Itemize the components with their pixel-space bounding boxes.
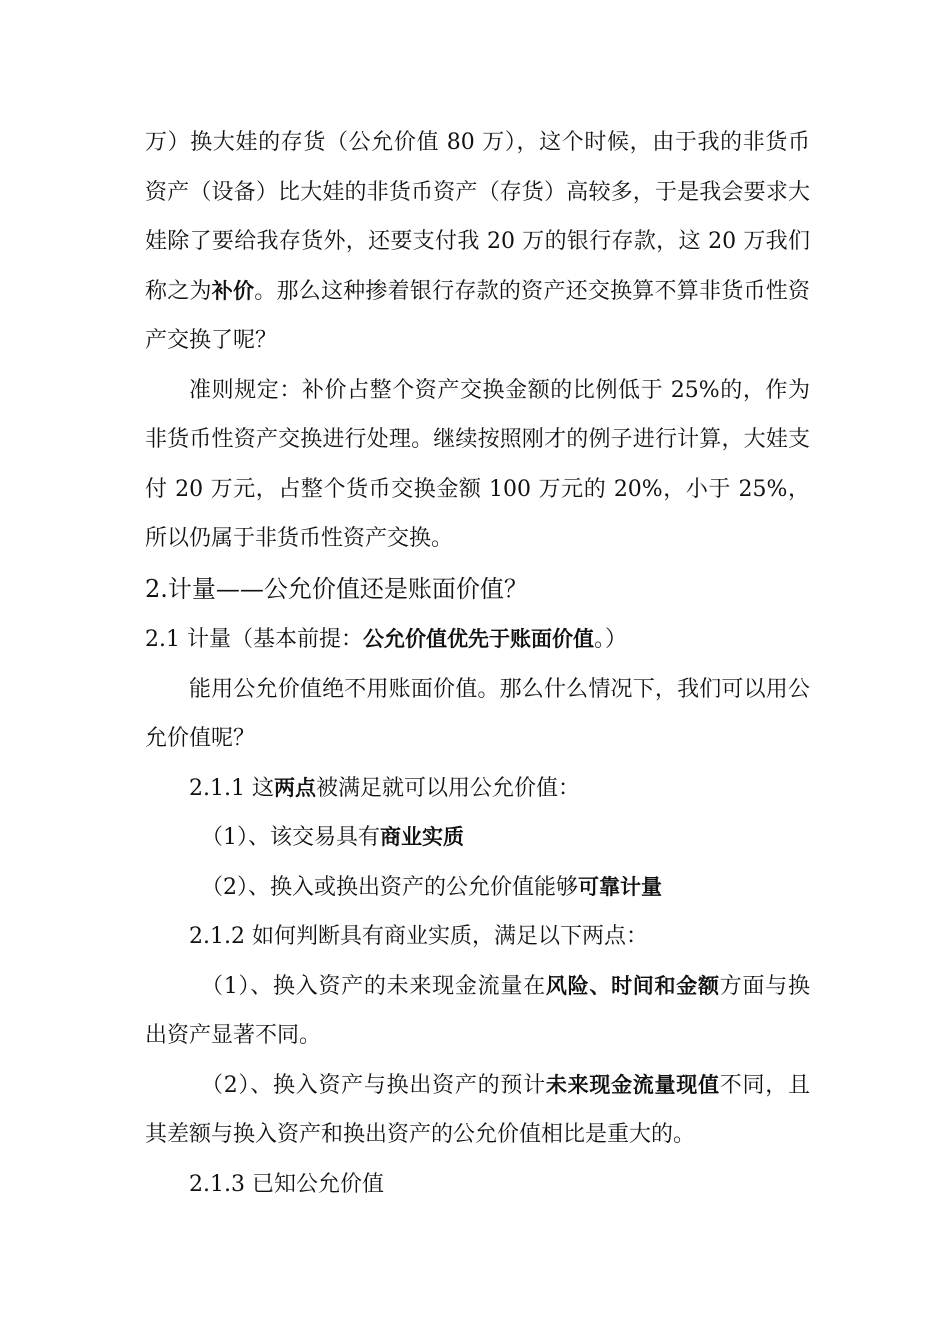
subsection-2-1-3: 2.1.3 已知公允价值 [189,1171,384,1197]
text-run: 万）换大娃的存货（公允价值 80 万），这个时候，由于我的非货币资产（设备）比大娃的非货币资产（存货）高较多，于是我会要求大娃除了要给我存货外，还要支付我 20 万的银行存款，这 20 万我们称之为 [145,130,810,304]
document-page [145,118,810,1209]
subsection-2-1-1 [145,764,810,814]
list-item-2-1-2-2 [145,1061,810,1160]
paragraph-rule: 准则规定：补价占整个资产交换金额的比例低于 25%的，作为非货币性资产交换进行处理。继续按照刚才的例子进行计算，大娃支付 20 万元，占整个货币交换金额 100 万元的 20%，小于 25%，所以仍属于非货币性资产交换。 [145,377,810,551]
text-run: 不同，且其差额与换入资产和换出资产的公允价值相比是重大的。 [145,1072,810,1147]
bold-two-points: 两点 [273,775,316,800]
text-run: （1）、该交易具有 [201,825,380,850]
text-run: （2）、换入或换出资产的公允价值能够 [201,874,578,900]
bold-reliable-measure: 可靠计量 [578,874,662,899]
text-run: （2）、换入资产与换出资产的预计 [201,1072,546,1098]
subsection-heading-2-1 [145,614,810,665]
text-run: 2.1.1 这 [189,775,274,801]
paragraph-exchange-example [145,118,810,366]
bold-term-bujia: 补价 [211,278,255,303]
bold-risk-time-amount: 风险、时间和金额 [545,973,720,998]
list-item-2-1-1-2 [145,863,810,913]
text-run: 2.1 计量（基本前提： [145,626,363,652]
list-item-2-1-1-1 [145,813,810,863]
text-run: 。） [593,626,627,652]
section-heading-measurement: 2.计量——公允价值还是账面价值？ [145,574,528,603]
text-run: 方面与换出资产显著不同。 [145,973,810,1048]
text-run: 。那么这种掺着银行存款的资产还交换算不算非货币性资产交换了呢？ [145,278,810,353]
bold-premise: 公允价值优先于账面价值 [362,626,594,651]
bold-pv-future-cash: 未来现金流量现值 [545,1072,720,1097]
list-item-2-1-2-1 [145,962,810,1061]
paragraph-fair-value-intro: 能用公允价值绝不用账面价值。那么什么情况下，我们可以用公允价值呢？ [145,676,810,751]
subsection-2-1-2: 2.1.2 如何判断具有商业实质，满足以下两点： [189,924,648,949]
text-run: （1）、换入资产的未来现金流量在 [201,973,546,999]
bold-commercial-substance: 商业实质 [380,825,464,849]
text-run: 被满足就可以用公允价值： [315,775,580,801]
